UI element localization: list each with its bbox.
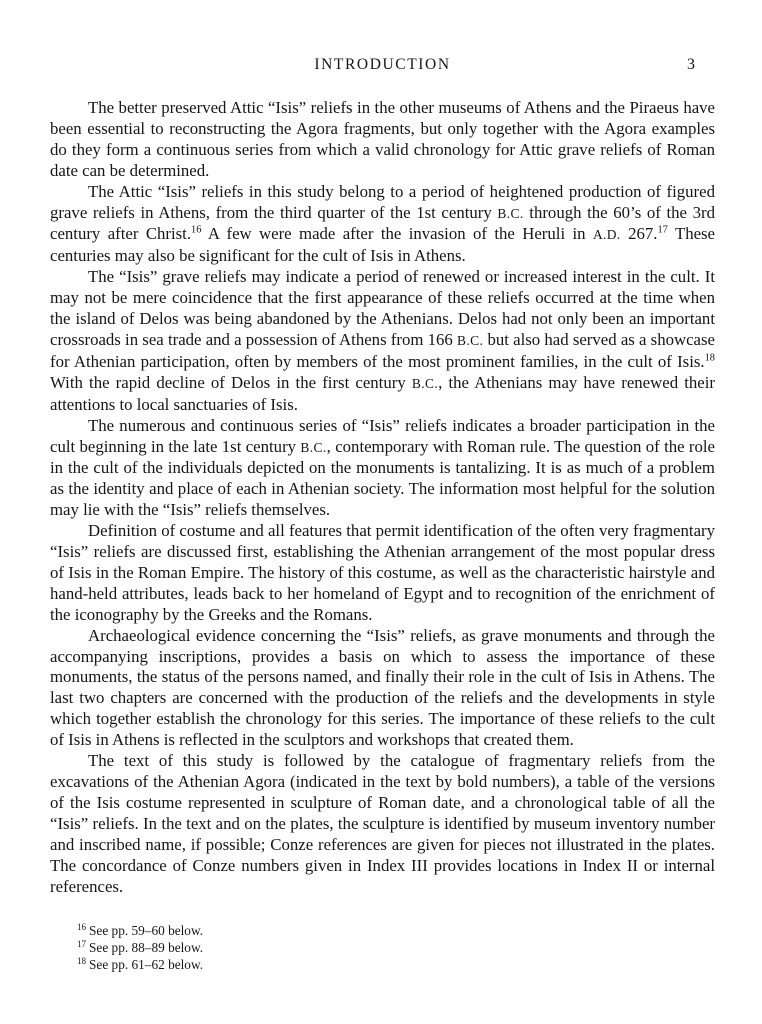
footnotes [50,923,715,973]
text-run: , contemporary with Roman rule. The question of the role in the cult of the individuals depicted on the monuments is tantalizing. It is as much of a problem as the identity and place of each in Athenian society. The information most helpful for the solution may lie with the “Isis” reliefs themselves. [50,436,716,520]
paragraph [50,521,715,626]
text-run: The numerous and continuous series of “Isis” reliefs indicates a broader participation in the cult beginning in the late 1st century [50,415,715,456]
paragraph [50,751,715,897]
small-caps-text: B.C. [497,205,524,221]
text-run: These centuries may also be significant for the cult of Isis in Athens. [50,224,716,266]
footnote-marker: 16 [77,922,87,933]
running-head [50,56,715,78]
small-caps-text: B.C. [457,332,484,348]
footnote-text: See pp. 61–62 below. [89,957,204,973]
text-run: The Attic “Isis” reliefs in this study belong to a period of heightened production of figured grave reliefs in Athens, from the third quarter of the 1st century [50,181,715,222]
footnote-ref: 17 [657,224,668,236]
footnote-ref: 18 [704,352,715,364]
text-run: through the 60’s of the 3rd century after Christ. [50,202,715,244]
footnote-ref: 16 [191,224,202,236]
footnote [50,940,715,957]
text-run: The text of this study is followed by the catalogue of fragmentary reliefs from the excavations of the Athenian Agora (indicated in the text by bold numbers), a table of the versions of the Isis costume represented in sculpture of Roman date, and a chronological table of all the “Isis” reliefs. In the text and on the plates, the sculpture is identified by museum inventory number and inscribed name, if possible; Conze references are given for pieces not illustrated in the plates. The concordance of Conze numbers given in Index III provides locations in Index II or internal references. [50,751,715,896]
text-run: , the Athenians may have renewed their attentions to local sanctuaries of Isis. [50,372,715,414]
page-title: INTRODUCTION [314,56,451,73]
text-run: A few were made after the invasion of the Heruli in [201,224,593,244]
small-caps-text: B.C. [411,375,439,391]
text-run: The “Isis” grave reliefs may indicate a period of renewed or increased interest in the cult. It may not be mere coincidence that the first appearance of these reliefs occurred at the time when the island of Delos was being abandoned by the Athenians. Delos had not only been an important crossroads in sea trade and a possession of Athens from 166 [50,267,715,349]
text-run: 267. [620,224,658,244]
footnote [50,923,715,940]
footnote-text: See pp. 88–89 below. [89,940,204,956]
footnote-text: See pp. 59–60 below. [89,923,204,939]
paragraph [50,626,715,751]
paragraph [50,182,715,268]
paragraph [50,98,715,182]
footnote-marker: 18 [77,955,87,966]
body-text [50,98,715,897]
text-run: The better preserved Attic “Isis” reliefs in the other museums of Athens and the Piraeus have been essential to reconstructing the Agora fragments, but only together with the Agora examples do they form a continuous series from which a valid chronology for Attic grave reliefs of Roman date can be determined. [50,98,715,180]
small-caps-text: A.D. [592,227,621,243]
text-run: Definition of costume and all features that permit identification of the often very fragmentary “Isis” reliefs are discussed first, establishing the Athenian arrangement of the most popular dress of Isis in the Roman Empire. The history of this costume, as well as the characteristic hairstyle and hand-held attributes, leads back to her homeland of Egypt and to recognition of the enrichment of the iconography by the Greeks and the Romans. [50,521,715,624]
footnote-marker: 17 [77,938,87,949]
paragraph [50,267,715,415]
small-caps-text: B.C. [300,439,327,455]
text-run: but also had served as a showcase for Athenian participation, often by members of the most prominent families, in the cult of Isis. [50,329,715,371]
text-run: Archaeological evidence concerning the “Isis” reliefs, as grave monuments and through the accompanying inscriptions, provides a basis on which to assess the importance of these monuments, the status of the persons named, and finally their role in the cult of Isis in Athens. The last two chapters are concerned with the production of the reliefs and the developments in style which together establish the chronology for this series. The importance of these reliefs to the cult of Isis in Athens is reflected in the sculptors and workshops that created them. [50,625,715,750]
text-run: With the rapid decline of Delos in the first century [50,372,412,392]
footnote [50,957,715,974]
paragraph [50,416,715,522]
page-number: 3 [687,56,695,73]
